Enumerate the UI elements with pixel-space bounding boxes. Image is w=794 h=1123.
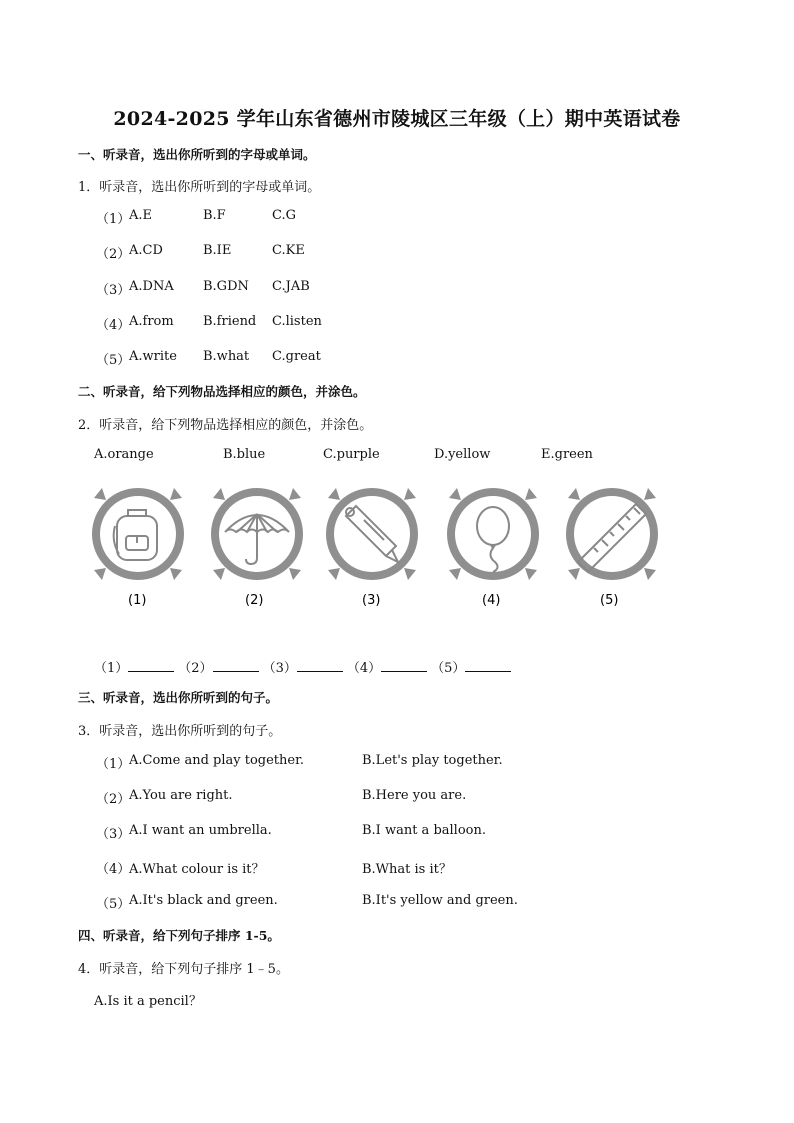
question-1-stem: 1．听录音，选出你所听到的字母或单词。 [78, 180, 321, 195]
q3-item-number: （3） [96, 827, 131, 842]
q1-item-number: （4） [96, 318, 131, 333]
q1-option-a[interactable]: A.write [129, 349, 177, 364]
picture-label: (4) [482, 593, 501, 608]
q1-option-a[interactable]: A.CD [129, 243, 163, 258]
answer-blank-2[interactable] [213, 659, 259, 672]
q3-option-b[interactable]: B.It's yellow and green. [362, 893, 518, 908]
q3-option-a[interactable]: A.You are right. [129, 788, 233, 803]
pictures-row [90, 482, 690, 617]
blank-label: （5） [431, 661, 466, 676]
picture-label: (1) [128, 593, 147, 608]
section-2-heading: 二、听录音，给下列物品选择相应的颜色，并涂色。 [78, 384, 366, 399]
q1-item-number: （5） [96, 353, 131, 368]
q1-item-number: （1） [96, 212, 131, 227]
q1-item-number: （3） [96, 283, 131, 298]
answer-blank-3[interactable] [297, 659, 343, 672]
pen-picture[interactable] [326, 488, 418, 580]
color-option-orange[interactable]: A.orange [94, 447, 154, 462]
q1-option-a[interactable]: A.E [129, 208, 153, 223]
q1-option-c[interactable]: C.JAB [272, 279, 310, 294]
blank-label: （4） [346, 661, 382, 676]
color-option-purple[interactable]: C.purple [323, 447, 380, 462]
q3-option-a[interactable]: A.Come and play together. [129, 753, 305, 768]
color-option-yellow[interactable]: D.yellow [434, 447, 491, 462]
q3-item-number: （5） [96, 897, 131, 912]
q3-item-number: （1） [96, 757, 131, 772]
q1-option-b[interactable]: B.F [203, 208, 226, 223]
q3-item-number: （4） [96, 862, 131, 877]
section-1-heading: 一、听录音，选出你所听到的字母或单词。 [78, 147, 316, 162]
q1-item-number: （2） [96, 247, 131, 262]
ruler-picture[interactable] [566, 488, 658, 580]
q3-option-a[interactable]: A.It's black and green. [129, 893, 278, 908]
blank-label: （1） [94, 661, 129, 676]
q3-option-b[interactable]: B.Let's play together. [362, 753, 503, 768]
q1-option-c[interactable]: C.KE [272, 243, 305, 258]
color-option-green[interactable]: E.green [541, 447, 593, 462]
blank-label: （2） [178, 661, 213, 676]
q1-option-b[interactable]: B.friend [203, 314, 257, 329]
section-4-heading: 四、听录音，给下列句子排序 1-5。 [78, 928, 280, 943]
question-3-stem: 3．听录音，选出你所听到的句子。 [78, 724, 282, 739]
q3-option-a[interactable]: A.What colour is it？ [129, 862, 265, 877]
picture-label: (3) [362, 593, 381, 608]
q3-option-b[interactable]: B.Here you are. [362, 788, 467, 803]
question-4-stem: 4．听录音，给下列句子排序 1﹣5。 [78, 962, 289, 977]
q3-option-b[interactable]: B.What is it？ [362, 862, 452, 877]
answer-blank-5[interactable] [465, 659, 511, 672]
q1-option-b[interactable]: B.what [203, 349, 250, 364]
page-title: 2024-2025 学年山东省德州市陵城区三年级（上）期中英语试卷 [113, 108, 681, 130]
picture-label: (5) [600, 593, 619, 608]
q1-option-a[interactable]: A.from [129, 314, 174, 329]
q1-option-b[interactable]: B.IE [203, 243, 232, 258]
q1-option-a[interactable]: A.DNA [129, 279, 174, 294]
q1-option-b[interactable]: B.GDN [203, 279, 249, 294]
umbrella-picture[interactable] [211, 488, 303, 580]
color-option-blue[interactable]: B.blue [223, 447, 266, 462]
schoolbag-picture[interactable] [92, 488, 184, 580]
q3-item-number: （2） [96, 792, 131, 807]
q3-option-a[interactable]: A.I want an umbrella. [129, 823, 272, 838]
blank-label: （3） [262, 661, 297, 676]
question-2-stem: 2．听录音，给下列物品选择相应的颜色，并涂色。 [78, 418, 373, 433]
picture-label: (2) [245, 593, 264, 608]
answer-blanks [94, 657, 515, 676]
answer-blank-4[interactable] [381, 659, 427, 672]
q1-option-c[interactable]: C.G [272, 208, 297, 223]
q3-option-b[interactable]: B.I want a balloon. [362, 823, 486, 838]
q4-sentence[interactable]: A.Is it a pencil？ [94, 994, 202, 1009]
q1-option-c[interactable]: C.listen [272, 314, 322, 329]
q1-option-c[interactable]: C.great [272, 349, 321, 364]
section-3-heading: 三、听录音，选出你所听到的句子。 [78, 690, 279, 705]
balloon-picture[interactable] [447, 488, 539, 580]
answer-blank-1[interactable] [128, 659, 174, 672]
